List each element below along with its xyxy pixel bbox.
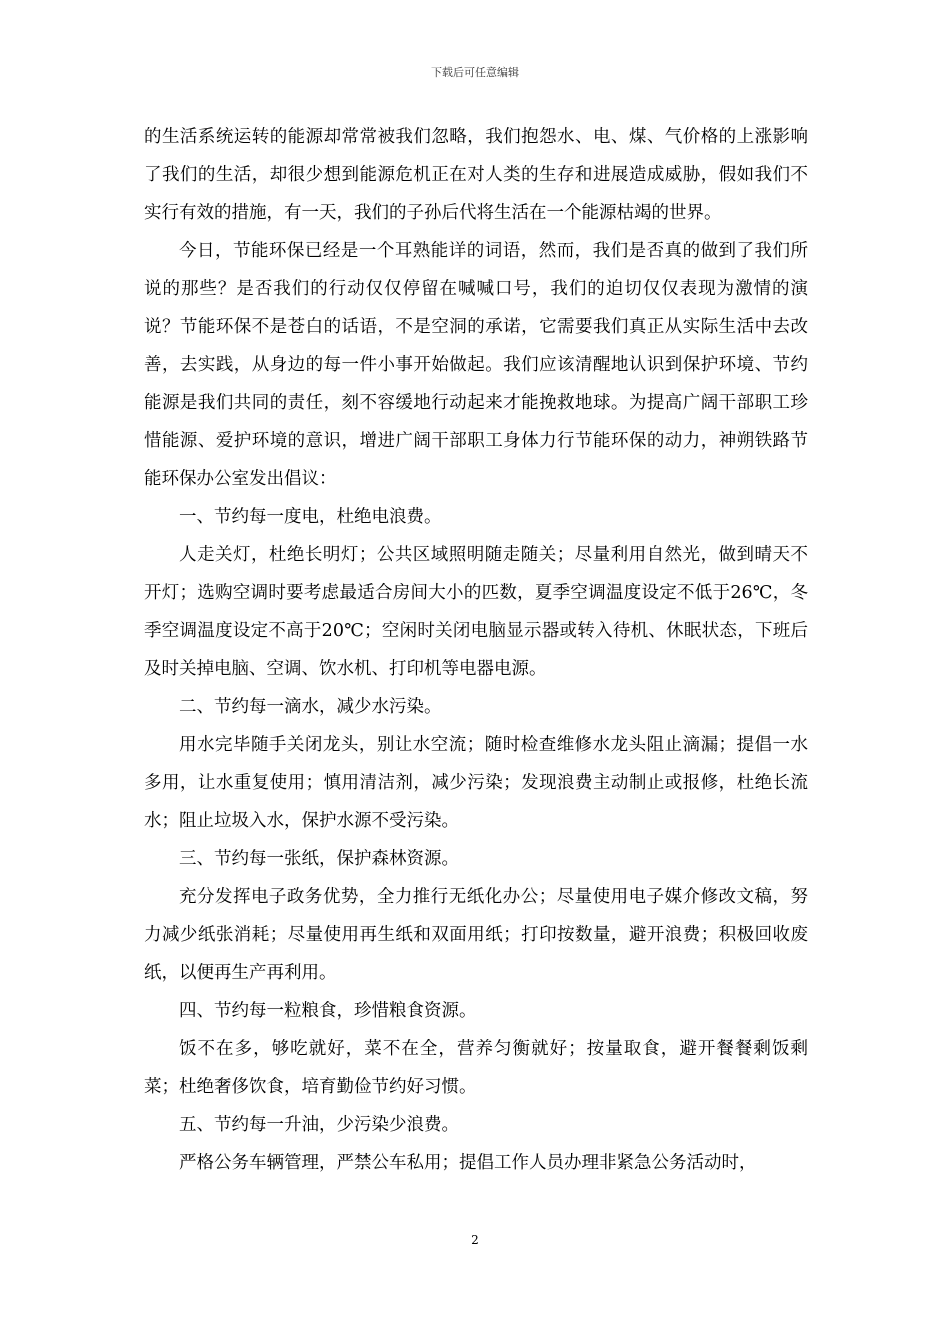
page-header: 下载后可任意编辑: [431, 66, 519, 79]
section-heading: 五、节约每一升油，少污染少浪费。: [179, 1115, 459, 1135]
paragraph: 严格公务车辆管理，严禁公车私用；提倡工作人员办理非紧急公务活动时，: [179, 1153, 757, 1173]
paragraph: 今日，节能环保已经是一个耳熟能详的词语，然而，我们是否真的做到了我们所说的那些？是否我们的行动仅仅停留在喊喊口号，我们的迫切仅仅表现为激情的演说？节能环保不是苍白的话语，不是空洞的承诺，它需要我们真正从实际生活中去改善，去实践，从身边的每一件小事开始做起。我们应该清醒地认识到保护环境、节约能源是我们共同的责任，刻不容缓地行动起来才能挽救地球。为提高广阔干部职工珍惜能源、爱护环境的意识，增进广阔干部职工身体力行节能环保的动力，神朔铁路节能环保办公室发出倡议：: [144, 241, 808, 489]
paragraph: 人走关灯，杜绝长明灯；公共区域照明随走随关；尽量利用自然光，做到晴天不开灯；选购空调时要考虑最适合房间大小的匹数，夏季空调温度设定不低于26℃，冬季空调温度设定不高于20℃；空闲时关闭电脑显示器或转入待机、休眠状态，下班后及时关掉电脑、空调、饮水机、打印机等电器电源。: [144, 545, 808, 679]
paragraph: 的生活系统运转的能源却常常被我们忽略，我们抱怨水、电、煤、气价格的上涨影响了我们的生活，却很少想到能源危机正在对人类的生存和进展造成威胁，假如我们不实行有效的措施，有一天，我们的子孙后代将生活在一个能源枯竭的世界。: [144, 127, 808, 223]
section-heading: 二、节约每一滴水，减少水污染。: [179, 697, 442, 717]
paragraph: 饭不在多，够吃就好，菜不在全，营养匀衡就好；按量取食，避开餐餐剩饭剩菜；杜绝奢侈饮食，培育勤俭节约好习惯。: [144, 1039, 808, 1097]
section-heading: 一、节约每一度电，杜绝电浪费。: [179, 507, 442, 527]
paragraph: 用水完毕随手关闭龙头，别让水空流；随时检查维修水龙头阻止滴漏；提倡一水多用，让水重复使用；慎用清洁剂，减少污染；发现浪费主动制止或报修，杜绝长流水；阻止垃圾入水，保护水源不受污染。: [144, 735, 808, 831]
section-heading: 四、节约每一粒粮食，珍惜粮食资源。: [179, 1001, 477, 1021]
paragraph: 充分发挥电子政务优势，全力推行无纸化办公；尽量使用电子媒介修改文稿，努力减少纸张消耗；尽量使用再生纸和双面用纸；打印按数量，避开浪费；积极回收废纸，以便再生产再利用。: [144, 887, 808, 983]
document-body: [144, 118, 808, 1182]
section-heading: 三、节约每一张纸，保护森林资源。: [179, 849, 459, 869]
page-number: 2: [471, 1233, 479, 1247]
